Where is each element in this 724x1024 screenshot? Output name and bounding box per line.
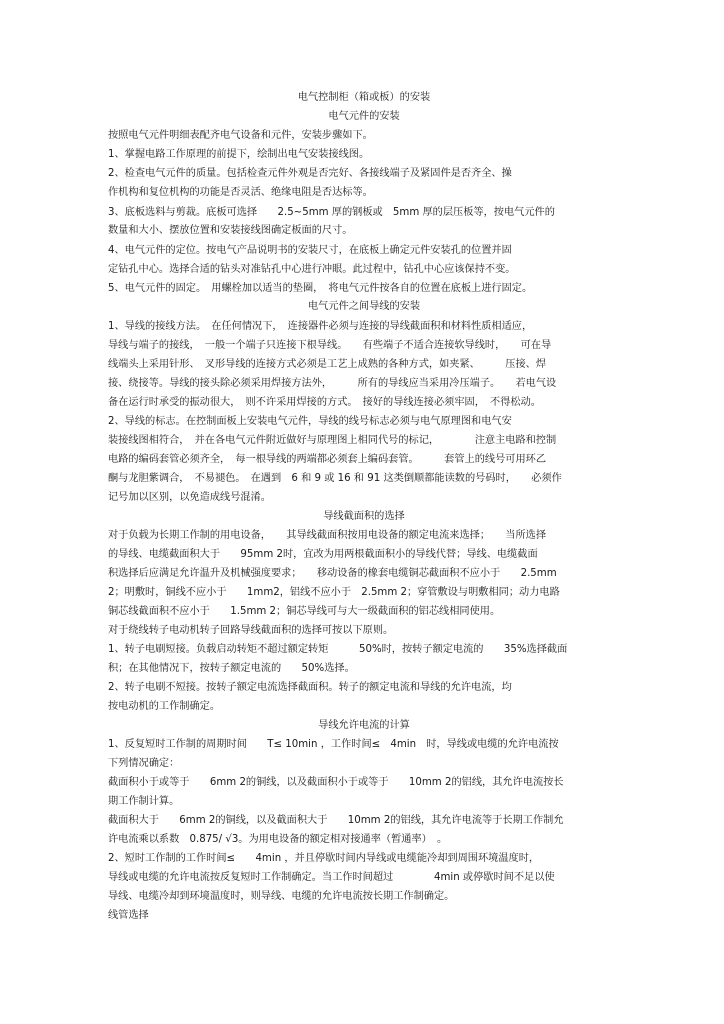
paragraph-line: 2、检查电气元件的质量。包括检查元件外观是否完好、各接线端子及紧固件是否齐全、操 [108,168,512,179]
paragraph-line: 装接线图相符合， 并在各电气元件附近做好与原理图上相同代号的标记， 注意主电路和控制 [108,435,557,446]
paragraph-line: 对于绕线转子电动机转子回路导线截面积的选择可按以下原则。 [108,625,394,636]
paragraph-line: 2、转子电刷不短接。按转子额定电流选择截面积。转子的额定电流和导线的允许电流，均 [108,682,512,693]
paragraph-line: 4、电气元件的定位。按电气产品说明书的安装尺寸，在底板上确定元件安装孔的位置并固 [108,245,512,256]
paragraph-line: 对于负载为长期工作制的用电设备， 其导线截面积按用电设备的额定电流来选择； 当所选择 [108,530,547,541]
paragraph-line: 铜芯线截面积不应小于 1.5mm 2；铜芯导线可与大一级截面积的铝芯线相同使用。 [108,606,501,617]
section-heading: 电气元件之间导线的安装 [307,301,421,312]
paragraph-line: 2；明敷时，铜线不应小于 1mm2，铝线不应小于 2.5mm 2；穿管敷设与明敷相同；动力电路 [108,587,560,598]
paragraph-line: 定钻孔中心。选择合适的钻头对准钻孔中心进行冲眼。此过程中，钻孔中心应该保持不变。 [108,264,516,275]
paragraph-line: 导线与端子的接线， 一般一个端子只连接下根导线。 有些端子不适合连接软导线时， 可在导 [108,340,552,351]
document-title: 电气控制柜（箱或板）的安装 [297,92,431,103]
paragraph-line: 1、掌握电路工作原理的前提下，绘制出电气安装接线图。 [108,149,370,160]
paragraph-line: 积；在其他情况下，按转子额定电流的 50%选择。 [108,663,355,674]
section-heading: 导线允许电流的计算 [318,720,410,731]
paragraph-line: 按照电气元件明细表配齐电气设备和元件，安装步骤如下。 [108,130,373,141]
paragraph-line: 电路的编码套管必须齐全， 每一根导线的两端都必须套上编码套管。 套管上的线号可用环乙 [108,454,547,465]
paragraph-line: 1、导线的接线方法。 在任何情况下， 连接器件必须与连接的导线截面积和材料性质相适应， [108,321,533,332]
paragraph-line: 线端头上采用针形、 叉形导线的连接方式必须是工艺上成熟的各种方式，如夹紧、 压接、焊 [108,359,547,370]
section-heading: 电气元件的安装 [328,111,400,122]
paragraph-line: 5、电气元件的固定。 用螺栓加以适当的垫圈， 将电气元件按各自的位置在底板上进行固定。 [108,283,533,294]
paragraph-line: 作机构和复位机构的功能是否灵活、绝缘电阻是否达标等。 [108,187,373,198]
paragraph-line: 数量和大小、摆放位置和安装接线图确定板面的尺寸。 [108,225,353,236]
section-heading: 导线截面积的选择 [323,511,405,522]
paragraph-line: 积选择后应满足允许温升及机械强度要求； 移动设备的橡套电缆铜芯截面积不应小于 2.5mm [108,568,557,579]
paragraph-line: 线管选择 [108,910,149,921]
paragraph-line: 2、短时工作制的工作时间≤ 4min ，并且停歇时间内导线或电缆能冷却到周围环境温度时， [108,853,540,864]
paragraph-line: 2、导线的标志。在控制面板上安装电气元件，导线的线号标志必须与电气原理图和电气安 [108,416,512,427]
paragraph-line: 1、转子电刷短接。负载启动转矩不超过额定转矩 50%时，按转子额定电流的 35%选择截面 [108,644,568,655]
paragraph-line: 的导线、电缆截面积大于 95mm 2时，宜改为用两根截面积小的导线代替；导线、电缆截面 [108,549,538,560]
paragraph-line: 许电流乘以系数 0.875/ √3。为用电设备的额定相对接通率（暂通率） 。 [108,834,448,845]
paragraph-line: 3、底板选料与剪裁。底板可选择 2.5~5mm 厚的钢板或 5mm 厚的层压板等，按电气元件的 [108,207,555,218]
paragraph-line: 记号加以区别，以免造成线号混淆。 [108,492,271,503]
paragraph-line: 下列情况确定： [108,758,180,769]
paragraph-line: 接、绕接等。导线的接头除必须采用焊接方法外， 所有的导线应当采用冷压端子。 若电气设 [108,378,557,389]
paragraph-line: 截面积小于或等于 6mm 2的铜线，以及截面积小于或等于 10mm 2的铝线，其允许电流按长 [108,777,564,788]
paragraph-line: 按电动机的工作制确定。 [108,701,221,712]
paragraph-line: 导线或电缆的允许电流按反复短时工作制确定。当工作时间超过 4min 或停歇时间不足以使 [108,872,555,883]
paragraph-line: 期工作制计算。 [108,796,180,807]
paragraph-line: 导线、电缆冷却到环境温度时，则导线、电缆的允许电流按长期工作制确定。 [108,891,455,902]
paragraph-line: 酮与龙胆紫调合， 不易褪色。 在遇到 6 和 9 或 16 和 91 这类倒顺都能读数的号码时， 必须作 [108,473,562,484]
paragraph-line: 1、反复短时工作制的周期时间 T≤ 10min ，工作时间≤ 4min 时，导线或电缆的允许电流按 [108,739,559,750]
paragraph-line: 截面积大于 6mm 2的铜线，以及截面积大于 10mm 2的铝线，其允许电流等于长期工作制允 [108,815,564,826]
paragraph-line: 备在运行时承受的振动很大， 则不许采用焊接的方式。 接好的导线连接必须牢固， 不得松动。 [108,397,541,408]
